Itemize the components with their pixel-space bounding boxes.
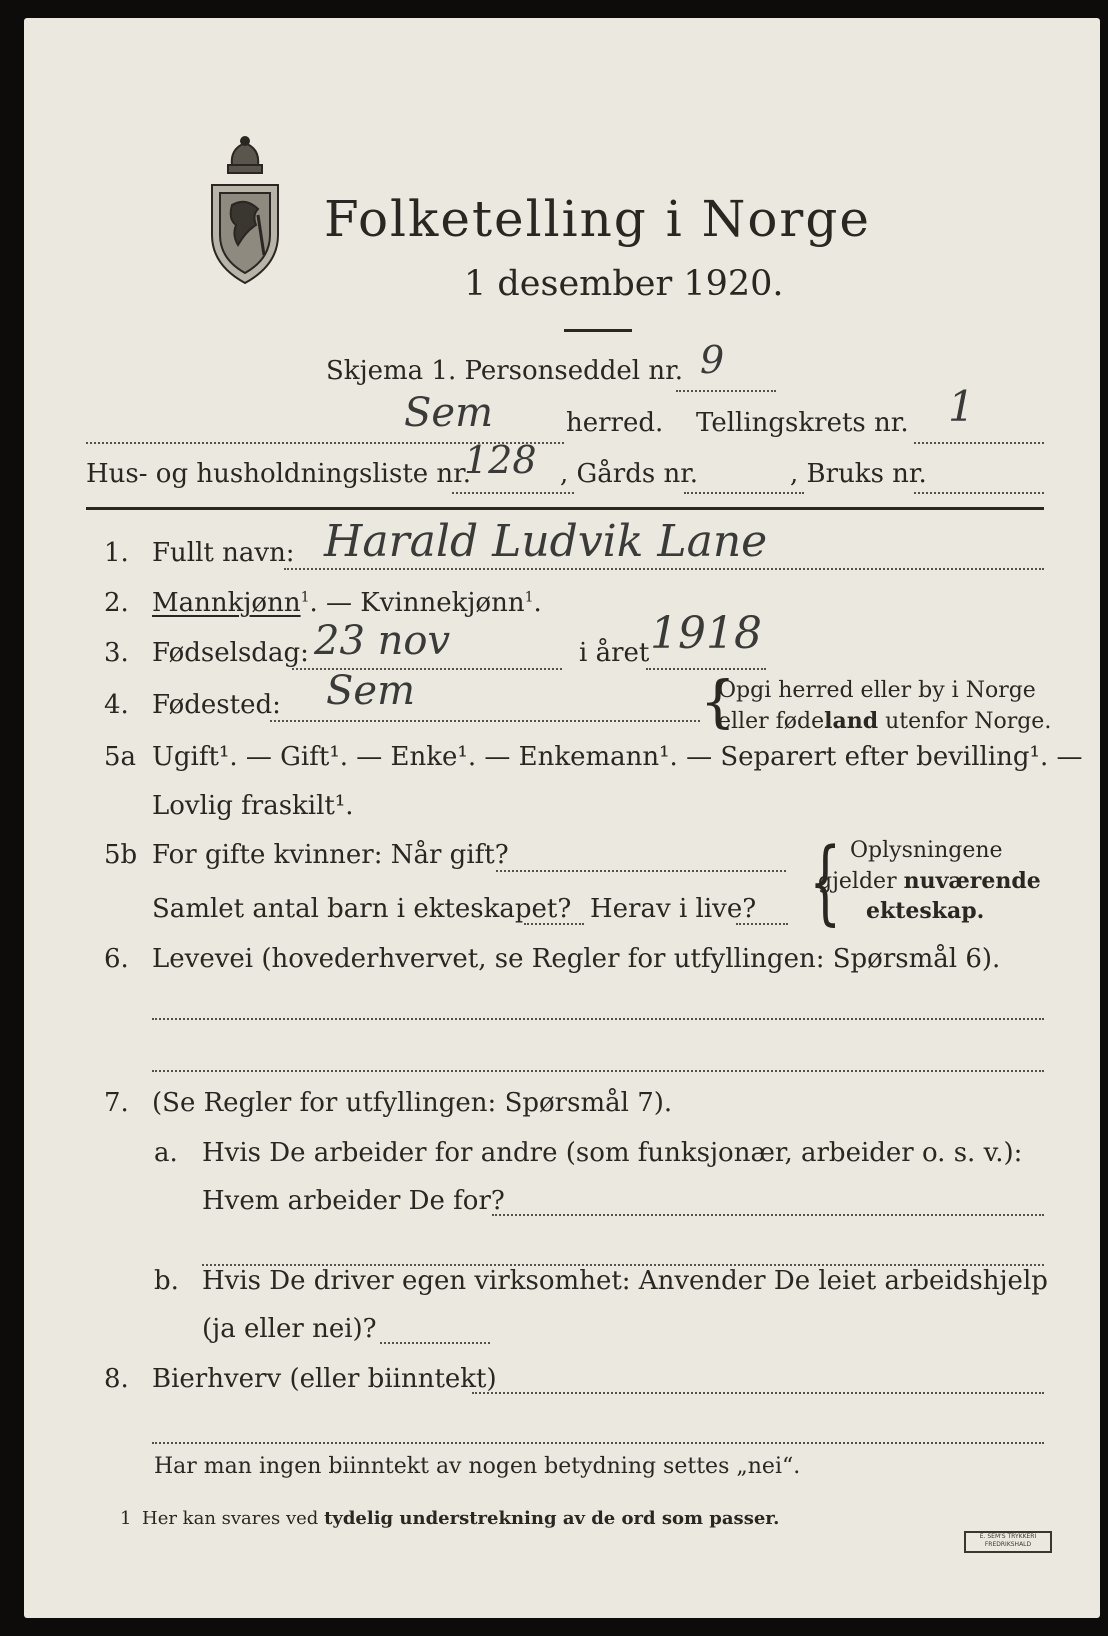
q5b-note3: ekteskap. bbox=[866, 898, 985, 924]
q6-dotline-2 bbox=[152, 1070, 1044, 1072]
herred-value[interactable]: Sem bbox=[404, 390, 494, 436]
q4-birthplace-value[interactable]: Sem bbox=[326, 668, 416, 714]
tellingskrets-value[interactable]: 1 bbox=[948, 382, 975, 431]
q3-year-value[interactable]: 1918 bbox=[650, 608, 762, 659]
q7b-line2: (ja eller nei)? bbox=[202, 1314, 377, 1344]
footnote-mark: 1 bbox=[120, 1508, 132, 1529]
herred-label: herred. bbox=[566, 408, 664, 438]
q8-dotline-2 bbox=[152, 1442, 1044, 1444]
q1-label: Fullt navn: bbox=[152, 538, 295, 568]
coat-of-arms-icon bbox=[202, 135, 288, 285]
q5b-number: 5b bbox=[104, 840, 138, 870]
q7b-dotline bbox=[380, 1342, 490, 1344]
q6-dotline-1 bbox=[152, 1018, 1044, 1020]
hus-dotline bbox=[452, 492, 574, 494]
q2-female-option[interactable]: Kvinnekjønn bbox=[360, 588, 525, 618]
q7b-line1: Hvis De driver egen virksomhet: Anvender De leiet arbeidshjelp bbox=[202, 1266, 1048, 1296]
q5b-when-dotline bbox=[496, 870, 786, 872]
skjema-label: Skjema 1. Personseddel nr. bbox=[326, 356, 683, 386]
form-date: 1 desember 1920. bbox=[464, 264, 784, 304]
q1-full-name-value[interactable]: Harald Ludvik Lane bbox=[324, 516, 768, 567]
q7a-line1: Hvis De arbeider for andre (som funksjonær, arbeider o. s. v.): bbox=[202, 1138, 1023, 1168]
q3-number: 3. bbox=[104, 638, 129, 668]
bruks-dotline bbox=[914, 492, 1044, 494]
q4-dotline bbox=[270, 720, 700, 722]
personseddel-dotline bbox=[676, 390, 776, 392]
census-form-page bbox=[24, 18, 1100, 1618]
q4-brace: { bbox=[700, 670, 736, 735]
hus-value[interactable]: 128 bbox=[464, 438, 537, 482]
q5b-note1: Oplysningene bbox=[850, 838, 1003, 863]
q2-number: 2. bbox=[104, 588, 129, 618]
q5a-number: 5a bbox=[104, 742, 137, 772]
tellingskrets-dotline bbox=[914, 442, 1044, 444]
bruks-label: , Bruks nr. bbox=[790, 459, 927, 489]
title-divider bbox=[564, 329, 632, 332]
q6-label: Levevei (hovederhvervet, se Regler for utfyllingen: Spørsmål 6). bbox=[152, 944, 1001, 974]
q5a-line2: Lovlig fraskilt¹. bbox=[152, 791, 354, 821]
q5b-alive-dotline bbox=[736, 923, 788, 925]
printer-stamp: E. SEM'S TRYKKERI FREDRIKSHALD bbox=[964, 1531, 1052, 1553]
q1-number: 1. bbox=[104, 538, 129, 568]
q1-dotline bbox=[284, 568, 1044, 570]
q8-label: Bierhverv (eller biinntekt) bbox=[152, 1364, 497, 1394]
q6-number: 6. bbox=[104, 944, 129, 974]
q3-year-label: i året bbox=[579, 638, 650, 668]
q7b-letter: b. bbox=[154, 1266, 179, 1296]
q4-note-line2: eller fødeland utenfor Norge. bbox=[718, 708, 1052, 734]
personseddel-nr-value[interactable]: 9 bbox=[700, 338, 725, 382]
hus-label: Hus- og husholdningsliste nr. bbox=[86, 459, 472, 489]
gards-dotline bbox=[684, 492, 804, 494]
q5a-line1: Ugift¹. — Gift¹. — Enke¹. — Enkemann¹. — Separert efter bevilling¹. — bbox=[152, 742, 1083, 772]
q8-dotline-1 bbox=[472, 1392, 1044, 1394]
q2-male-sup: 1 bbox=[300, 589, 310, 606]
q5b-note2: gjelder nuværende bbox=[818, 868, 1041, 894]
q7-number: 7. bbox=[104, 1088, 129, 1118]
q7a-letter: a. bbox=[154, 1138, 178, 1168]
q2-separator: . — bbox=[309, 588, 361, 618]
footnote-text: Her kan svares ved tydelig understrekning av de ord som passer. bbox=[142, 1508, 780, 1529]
q3-label: Fødselsdag: bbox=[152, 638, 309, 668]
q4-note-line1: Opgi herred eller by i Norge bbox=[718, 678, 1036, 703]
q4-number: 4. bbox=[104, 690, 129, 720]
section-divider bbox=[86, 507, 1044, 510]
q4-label: Fødested: bbox=[152, 690, 281, 720]
q3-birthday-value[interactable]: 23 nov bbox=[314, 618, 451, 664]
tellingskrets-label: Tellingskrets nr. bbox=[696, 408, 909, 438]
q8-note: Har man ingen biinntekt av nogen betydning settes „nei“. bbox=[154, 1454, 801, 1479]
form-title: Folketelling i Norge bbox=[324, 190, 871, 248]
q7a-dotline-1 bbox=[492, 1214, 1044, 1216]
q7-label: (Se Regler for utfyllingen: Spørsmål 7). bbox=[152, 1088, 673, 1118]
q7a-line2: Hvem arbeider De for? bbox=[202, 1186, 505, 1216]
q5b-children-dotline bbox=[524, 923, 584, 925]
gards-label: , Gårds nr. bbox=[560, 459, 699, 489]
q5b-line1: For gifte kvinner: Når gift? bbox=[152, 840, 509, 870]
q2-male-option[interactable]: Mannkjønn bbox=[152, 588, 301, 618]
q8-number: 8. bbox=[104, 1364, 129, 1394]
q5b-brace: { bbox=[809, 828, 842, 935]
q2-female-sup: 1 bbox=[524, 589, 534, 606]
q2-gender-options bbox=[152, 588, 542, 618]
q5b-children-label: Samlet antal barn i ekteskapet? bbox=[152, 894, 572, 924]
q2-end: . bbox=[533, 588, 542, 618]
q5b-alive-label: Herav i live? bbox=[590, 894, 757, 924]
